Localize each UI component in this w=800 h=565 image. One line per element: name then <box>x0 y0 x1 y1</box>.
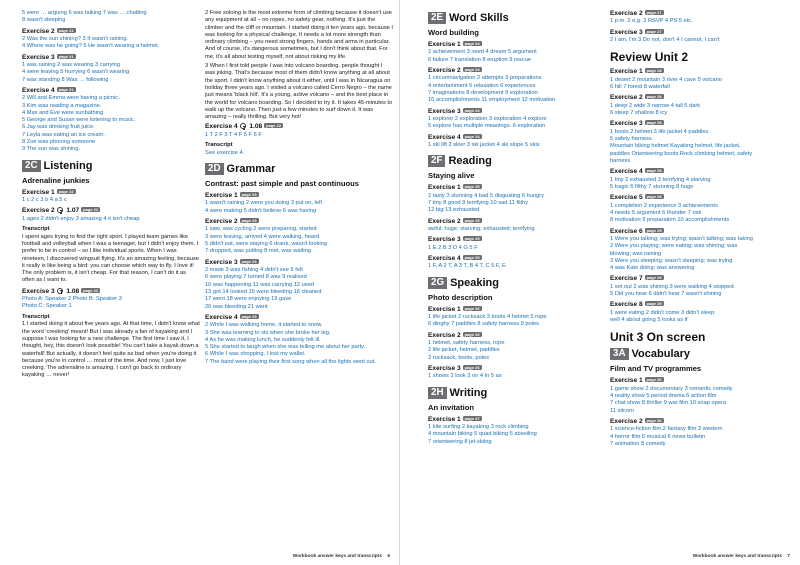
answer-line: 2 Were you playing; were eating; was shining; was <box>610 243 738 250</box>
page-badge: page 24 <box>464 67 480 72</box>
transcript-text: 2 Free soloing is the most extreme form of climbing because it doesn't use any equipment at all – no ropes, no safety gear, nothing. It's just the climber and the cliff or mountain. I started doing it ten years ago, because I was looking for a physical challenge. It needs a lot more strength than ordinary climbing – you need strong fingers, hands and arms in particular. And of course, it's dangerous sometimes, but I don't think about that. For me, it's all about testing myself, not about risking my life. <box>205 10 393 60</box>
page-footer <box>693 554 790 559</box>
section-code: 3A <box>610 348 629 360</box>
section-heading <box>428 12 606 24</box>
answer-line: 7 imaginations 8 development 9 exploration <box>428 90 538 96</box>
right-column-1 <box>428 10 606 547</box>
exercise-heading: Exercise 3 page 25 <box>428 236 480 244</box>
answer-line: 8 Zoe was phoning someone <box>22 139 96 146</box>
answer-line: 9 The sun was shining. <box>22 146 81 153</box>
exercise-heading: Exercise 2 page 30 <box>610 418 662 426</box>
page-badge: page 28 <box>646 168 662 174</box>
answer-line: 6 hill 7 forest 8 waterfall <box>610 84 670 91</box>
exercise-heading: Exercise 1 page 24 <box>428 41 480 48</box>
answer-line: awful; huge; starving; exhausted; terrifying <box>428 226 535 232</box>
answer-line: 2 tasty 3 stunning 4 bad 5 disgusting 6 hungry <box>428 192 545 199</box>
answer-line: 4 mountain biking 5 quad biking 6 abseiling <box>428 431 537 438</box>
page-badge: page 28 <box>646 120 662 126</box>
exercise-heading: Exercise 4 page 23 <box>205 313 257 321</box>
answer-line: well 4 about going 5 looks as if <box>610 317 688 324</box>
exercise-heading: Exercise 2 page 25 <box>428 217 480 225</box>
exercise-block <box>22 28 200 51</box>
answer-line: 1 kite surfing 2 kayaking 3 rock climbing <box>428 424 529 431</box>
answer-line: 1 boots 2 helmet 3 life jacket 4 paddles <box>610 128 709 135</box>
answer-line: 1 game show 2 documentary 3 romantic comedy <box>610 385 733 392</box>
exercise-block <box>428 332 606 362</box>
answer-line: 7 orienteering 8 jet-skiing <box>428 438 492 445</box>
answer-line: 8 motivation 9 preparation 10 accomplishments <box>610 217 730 224</box>
exercise-heading: Exercise 3 page 23 <box>205 258 257 266</box>
exercise-block <box>22 54 200 84</box>
exercise-block <box>610 275 790 298</box>
page-badge: page 22 <box>266 123 282 129</box>
section-code: 2F <box>428 155 445 167</box>
answer-line: 1 saw, was cycling 2 were preparing, started <box>205 226 317 233</box>
section-subtitle: Film and TV programmes <box>610 364 702 374</box>
answer-line: 1 ages 2 didn't enjoy 3 amazing 4 it isn't cheap <box>22 215 140 222</box>
exercise-block <box>22 189 200 205</box>
answer-line: 7 chat show 8 thriller 9 war film 10 soap opera <box>610 400 727 407</box>
answer-line: 1 explorer 2 exploration 3 exploration 4 explore <box>428 116 547 122</box>
page-badge: page 25 <box>464 217 480 223</box>
answer-line: 1 T 2 F 3 T 4 F 5 F 6 F <box>205 131 262 138</box>
page-badge: page 24 <box>464 133 480 139</box>
page-badge: page 22 <box>83 207 99 213</box>
exercise-block <box>205 192 393 215</box>
exercise-heading: Exercise 8 page 29 <box>610 301 662 309</box>
page-badge: page 26 <box>464 331 480 337</box>
exercise-block <box>610 228 790 273</box>
exercise-heading: Exercise 3 1.08 page 22 <box>22 287 99 295</box>
exercise-heading: Exercise 6 page 29 <box>610 227 662 235</box>
exercise-heading: Exercise 1 page 27 <box>428 415 480 423</box>
exercise-block <box>22 288 200 311</box>
exercise-heading: Exercise 2 page 26 <box>428 331 480 339</box>
exercise-heading: Exercise 4 page 28 <box>610 168 662 176</box>
answer-line: 4 were leaving 5 hurrying 6 wasn't wearing <box>22 69 130 76</box>
page-badge: page 21 <box>58 86 74 92</box>
exercise-heading: Exercise 1 page 25 <box>428 184 480 192</box>
section-heading <box>428 387 606 399</box>
section-title: Word Skills <box>448 12 509 24</box>
right-page <box>400 0 800 565</box>
exercise-heading: Exercise 4 page 21 <box>22 86 74 94</box>
page-badge: page 26 <box>464 305 480 311</box>
page-badge: page 27 <box>646 10 662 15</box>
exercise-block <box>610 301 790 324</box>
exercise-block <box>610 29 790 45</box>
answer-line: 1 deep 2 wide 3 narrow 4 tall 5 dark <box>610 102 701 109</box>
exercise-heading: Exercise 7 page 29 <box>610 275 662 283</box>
section-title: Listening <box>43 159 93 172</box>
answer-line: 12 big 13 exhausted <box>428 207 480 214</box>
exercise-heading: Exercise 3 page 24 <box>428 107 480 115</box>
answer-line: 6 dinghy 7 paddles 8 safety harness 9 poles <box>428 321 539 328</box>
answer-line: 11 sitcom <box>610 407 634 414</box>
answer-line: 5 George and Susan were listening to music. <box>22 117 136 124</box>
answer-line: 1 E 2 B 3 D 4 G 5 F <box>428 244 478 251</box>
answer-line: 1 completion 2 experience 3 achievements <box>610 202 718 209</box>
answer-line: 5 didn't eat, were staying 6 drank, wasn't looking <box>205 241 327 248</box>
answer-line: 1 ski lift 2 skier 3 ski jacket 4 ski slope 5 skis <box>428 142 540 148</box>
page-badge: page 28 <box>646 94 662 100</box>
section-subtitle: An invitation <box>428 402 474 412</box>
answer-line: 3 She was learning to ski when she broke her leg. <box>205 329 331 336</box>
answer-line: 3 Kim was reading a magazine. <box>22 102 102 109</box>
page-badge: page 30 <box>646 377 662 383</box>
exercise-block <box>428 365 606 381</box>
exercise-heading: Exercise 2 page 28 <box>610 94 662 102</box>
transcript-text: 1 I started doing it about five years ago. At that time, I didn't know what the word 'creeking' meant! But I was already a fan of kayaking and I suppose I was looking for a new challenge. The first time I saw it, I thought, hey, this doesn't look possible! You can't take a kayak down a waterfall! But actually, it doesn't feel quite as bad when you're doing it because you're in control … most of the time. And now, I just love creeking. The adrenaline is amazing. I can't go back to ordinary kayaking … never! <box>22 321 200 379</box>
answer-line: 1 c 2 c 3 b 4 a 5 c <box>22 197 67 204</box>
page-number: 7 <box>787 554 790 559</box>
section-code: 2C <box>22 160 41 172</box>
audio-icon <box>57 288 63 294</box>
exercise-block <box>205 314 393 366</box>
answer-line: 7 Leyla was eating an ice cream. <box>22 131 105 138</box>
exercise-block <box>22 207 200 223</box>
section-title: Speaking <box>450 276 499 289</box>
exercise-block <box>428 67 606 105</box>
exercise-block <box>205 123 393 139</box>
answer-line: 8 wasn't sleeping <box>22 17 66 24</box>
page-badge: page 23 <box>241 192 257 198</box>
exercise-heading: Exercise 2 page 27 <box>610 10 662 17</box>
page-badge: page 21 <box>58 27 74 33</box>
answer-line: Mountain biking helmet Kayaking helmet, life jacket, <box>610 143 741 150</box>
section-subtitle: Contrast: past simple and past continuous <box>205 179 359 189</box>
page-badge: page 28 <box>646 194 662 200</box>
section-title: Writing <box>449 386 488 399</box>
page-badge: page 24 <box>464 41 480 46</box>
exercise-heading: Exercise 1 page 30 <box>610 377 662 385</box>
transcript-block <box>205 142 393 157</box>
page-badge: page 21 <box>58 53 74 59</box>
page-badge: page 23 <box>241 313 257 319</box>
exercise-heading: Exercise 1 page 22 <box>22 188 74 196</box>
exercise-heading: Exercise 4 page 25 <box>428 255 480 262</box>
answer-line: 5 were … arguing 6 was talking 7 was … chatting <box>22 10 147 16</box>
answer-line: 5 safety harness <box>610 136 652 143</box>
page-badge: page 22 <box>58 188 74 194</box>
page-badge: page 23 <box>241 258 257 264</box>
unit-title: Unit 3 On screen <box>610 330 706 345</box>
page-badge: page 29 <box>646 275 662 281</box>
transcript-block <box>22 314 200 380</box>
exercise-block <box>610 194 790 224</box>
page-badge: page 26 <box>464 365 480 370</box>
exercise-block <box>428 134 606 150</box>
page-badge: page 29 <box>646 227 662 233</box>
page-badge: page 28 <box>646 68 662 74</box>
footer-label: Workbook answer keys and transcripts <box>692 554 782 559</box>
exercise-block <box>205 259 393 311</box>
transcript-block <box>22 226 200 285</box>
answer-line: 3 Were you sleeping; wasn't sleeping; was trying <box>610 257 733 264</box>
transcript-label: Transcript <box>22 226 50 233</box>
exercise-block <box>428 416 606 446</box>
answer-line: 2 While I was walking home, it started to snow. <box>205 322 323 329</box>
section-code: 2E <box>428 12 446 24</box>
transcript-text: 3 When I first told people I was into volcano boarding, people thought I was joking. That's because most of them didn't know anything at all about the sport. I didn't know anything about it either, until I was in Nicaragua on holiday three years ago. I visited a volcano called Cerro Negro – the name just means 'black hill'. It's a young, active volcano – and the best place in the world for volcano boarding. So I decided to try it. It takes 45-minutes to walk up the volcano. Then just a few minutes to surf down it. It was amazing – really thrilling. But very hot! <box>205 63 393 121</box>
audio-icon <box>57 207 63 213</box>
exercise-heading: Exercise 4 1.08 page 22 <box>205 123 282 131</box>
answer-line: 6 Jay was drinking fruit juice. <box>22 124 95 131</box>
left-column-1 <box>22 10 200 547</box>
answer-line: 6 were playing 7 turned 8 was 9 realised <box>205 274 307 281</box>
answer-line: 2 life jacket, helmet, paddles <box>428 347 500 354</box>
answer-line: 3 were leaving, arrived 4 were walking, heard <box>205 233 320 240</box>
answer-line: 1 was raining 2 was wearing 3 carrying <box>22 62 120 68</box>
answer-line: 1 Were you talking; was trying; wasn't talking; was taking <box>610 236 753 242</box>
exercise-block <box>428 306 606 329</box>
answer-line: harness <box>610 158 631 164</box>
exercise-block <box>610 418 790 448</box>
exercise-block <box>428 218 606 234</box>
section-heading <box>22 160 200 172</box>
answer-line: 2 Will and Emma were having a picnic. <box>22 95 120 102</box>
answer-line: 1 were eating 2 didn't come 3 didn't sleep <box>610 309 715 316</box>
page-badge: page 25 <box>464 255 480 260</box>
transcript-label: Transcript <box>205 142 233 149</box>
answer-line: 6 steep 7 shallow 8 icy <box>610 110 668 117</box>
right-column-2 <box>610 10 790 547</box>
section-title: Grammar <box>226 163 276 176</box>
audio-icon <box>240 123 246 129</box>
exercise-heading: Exercise 3 page 21 <box>22 53 74 61</box>
page-footer <box>293 554 390 559</box>
answer-line: 17 went 18 were enjoying 19 gave <box>205 296 292 303</box>
answer-line: 3 rucksack, boots, poles <box>428 354 490 361</box>
section-subtitle: Adrenaline junkies <box>22 175 90 185</box>
exercise-block <box>22 87 200 154</box>
answer-line: 4 Max and Eve were sunbathing. <box>22 109 105 116</box>
exercise-block <box>610 168 790 191</box>
section-title: Reading <box>448 155 492 168</box>
review-title: Review Unit 2 <box>610 50 689 65</box>
exercise-heading: Exercise 2 1.07 page 22 <box>22 207 99 215</box>
answer-line: 7 dropped, was putting 8 met, was waiting <box>205 248 311 255</box>
page-badge: page 30 <box>646 418 662 424</box>
exercise-block <box>610 10 790 26</box>
section-subtitle: Word building <box>428 28 479 37</box>
answer-line: 4 Where was he going? 5 He wasn't wearing a helmet. <box>22 43 160 50</box>
answer-line: 4 horror film 5 musical 6 news bulletin <box>610 433 706 440</box>
transcript-text: I spent ages trying to find the right sport. I played team games like football and volleyball when I was a teenager, but I didn't enjoy them. I prefer to be in control – so I like individual sports. When I was nineteen, I discovered wingsuit flying. It's an amazing feeling, because it really is like being a bird: you can choose which way to fly. I love it! The only problem is, it isn't cheap. For that reason, I can't do it as often as I want to. <box>22 233 199 284</box>
answer-line: 2 Was the sun shining? 3 It wasn't raining. <box>22 36 129 42</box>
answer-line: 4 were making 5 didn't believe 6 was having <box>205 207 317 214</box>
exercise-block <box>205 218 393 256</box>
exercise-heading: Exercise 4 page 24 <box>428 133 480 141</box>
transcript-label: Transcript <box>22 313 50 320</box>
exercise-block <box>428 255 606 271</box>
answer-line: 10 accomplishments 11 employment 12 motivation <box>428 97 556 104</box>
section-code: 2D <box>205 163 224 175</box>
section-code: 2H <box>428 387 447 399</box>
answer-line: 5 tragic 6 filthy 7 stunning 8 huge <box>610 184 694 190</box>
exercise-heading: Exercise 3 page 27 <box>610 28 662 36</box>
exercise-block <box>22 10 200 25</box>
answer-line: 1 set out 2 was shining 3 were walking 4 stopped <box>610 283 734 290</box>
section-heading <box>205 163 393 175</box>
answer-line: 7 The band were playing their first song when all the lights went out. <box>205 358 376 365</box>
answer-line: 5 explore has multiple meanings. 6 exploration <box>428 123 546 130</box>
answer-line: 2 I am, I'm 3 Do not, don't 4 I cannot, I can't <box>610 37 720 44</box>
answer-line: 1 shows 2 look 3 on 4 In 5 as <box>428 373 502 380</box>
answer-line: 2 achievement 3 need 4 dream 5 argument <box>428 49 537 56</box>
exercise-heading: Exercise 3 page 28 <box>610 120 662 128</box>
exercise-block <box>610 94 790 117</box>
answer-line: 7 tiny 8 good 9 terrifying 10 sad 11 filthy <box>428 200 529 206</box>
answer-line: 1 tiny 2 exhausted 3 terrifying 4 starving <box>610 176 711 183</box>
answer-line: 1 desert 2 mountain 3 river 4 cave 5 volcano <box>610 76 722 83</box>
section-subtitle: Staying alive <box>428 171 475 181</box>
answer-line: 1 circumnavigation 2 attempts 3 preparations <box>428 75 542 82</box>
answer-line: 5 She started to laugh when she was telling me about her party. <box>205 344 366 351</box>
page-badge: page 25 <box>464 236 480 242</box>
answer-line: 20 was bleeding 21 went <box>205 303 268 310</box>
answer-line: 7 was standing 8 Was … following <box>22 76 109 83</box>
answer-line: 4 was Kate doing; was answering <box>610 265 695 272</box>
exercise-block <box>610 68 790 91</box>
answer-line: 4 reality show 5 period drama 6 action film <box>610 393 717 400</box>
answer-line: blowing; was raining <box>610 250 662 257</box>
answer-line: 10 was happening 11 was carrying 12 used <box>205 281 314 288</box>
answer-line: paddles Orienteering boots Rock climbing helmet, safety <box>610 150 753 157</box>
exercise-block <box>610 377 790 415</box>
section-heading <box>428 277 606 289</box>
section-title: Vocabulary <box>631 348 691 361</box>
page-badge: page 22 <box>83 287 99 293</box>
exercise-heading: Exercise 2 page 23 <box>205 218 257 226</box>
exercise-heading: Exercise 1 page 26 <box>428 305 480 313</box>
exercise-heading: Exercise 1 page 23 <box>205 192 257 200</box>
answer-line: Photo C: Speaker 1 <box>22 303 72 310</box>
page-badge: page 25 <box>464 184 480 190</box>
exercise-heading: Exercise 3 page 26 <box>428 365 480 372</box>
answer-line: 1 life jacket 2 rucksack 3 boots 4 helmet 5 rope <box>428 314 547 321</box>
page-badge: page 24 <box>464 107 480 113</box>
transcript-text: See exercise 4. <box>205 149 245 156</box>
exercise-block <box>428 41 606 64</box>
answer-line: 1 helmet, safety harness, rope <box>428 340 505 347</box>
exercise-block <box>428 108 606 131</box>
left-column-2 <box>205 10 393 547</box>
exercise-block <box>610 120 790 165</box>
exercise-heading: Exercise 2 page 21 <box>22 27 74 35</box>
answer-line: 4 As he was making lunch, he suddenly felt ill. <box>205 336 321 343</box>
section-heading <box>610 348 790 360</box>
page-number: 6 <box>387 554 390 559</box>
answer-line: 1 wasn't raining 2 were you doing 3 put on, left <box>205 200 323 207</box>
answer-line: 4 entertainment 5 relaxation 6 experiences <box>428 82 536 89</box>
page-badge: page 29 <box>646 301 662 307</box>
answer-line: Photo A: Speaker 2 Photo B: Speaker 3 <box>22 296 122 303</box>
section-code: 2G <box>428 277 447 289</box>
exercise-heading: Exercise 2 page 24 <box>428 67 480 74</box>
answer-line: 1 F, A 2 T, A 3 T, B 4 T, C 5 F, E <box>428 263 506 270</box>
answer-line: 5 Did you hear 6 didn't hear 7 wasn't shining <box>610 291 722 298</box>
section-heading <box>428 155 606 167</box>
answer-line: 6 While I was shopping, I lost my wallet. <box>205 351 306 358</box>
page-badge: page 23 <box>241 218 257 224</box>
exercise-heading: Exercise 1 page 28 <box>610 68 662 76</box>
answer-line: 7 animation 8 comedy <box>610 441 666 448</box>
footer-label: Workbook answer keys and transcripts <box>292 554 382 559</box>
answer-line: 1 science-fiction film 2 fantasy film 3 western <box>610 426 723 433</box>
exercise-heading: Exercise 5 page 28 <box>610 194 662 202</box>
answer-line: 2 made 3 was fishing 4 didn't see 5 felt <box>205 267 303 274</box>
exercise-block <box>428 184 606 214</box>
exercise-block <box>428 236 606 252</box>
answer-line: 6 failure 7 translation 8 eruption 9 rescue <box>428 56 532 63</box>
page-badge: page 27 <box>464 415 480 421</box>
answer-line: 1 p.m. 2 e.g. 3 RSVP 4 PS 5 etc. <box>610 18 693 25</box>
page-badge: page 27 <box>646 28 662 34</box>
section-subtitle: Photo description <box>428 292 493 302</box>
answer-line: 13 got 14 looked 15 were bleeding 16 cleaned <box>205 288 322 295</box>
answer-line: 4 needs 5 argument 6 thunder 7 risk <box>610 210 702 216</box>
